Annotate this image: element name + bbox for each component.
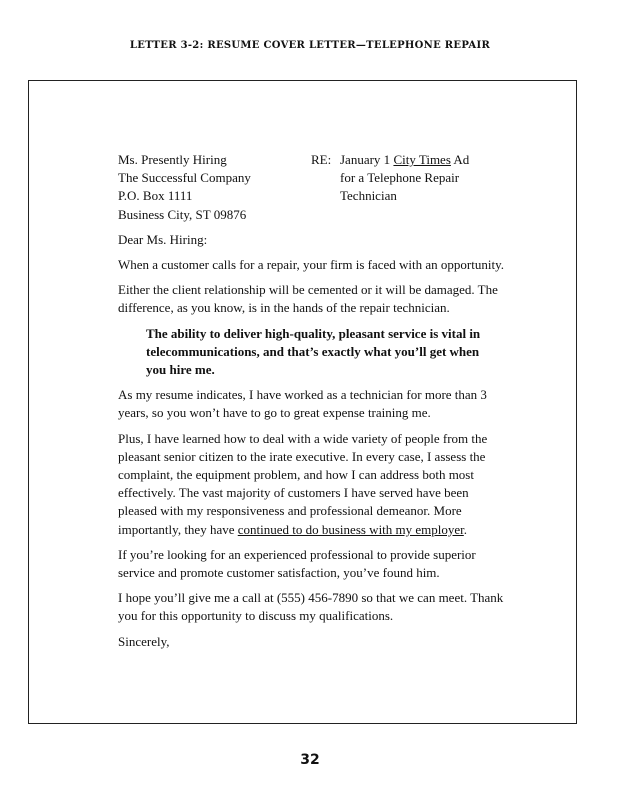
re-line-3: Technician <box>340 188 397 204</box>
paragraph-4-text: Plus, I have learned how to deal with a wide variety of people from the pleasant senior citizen to the irate executive. In every case, I assess the complaint, the equipment problem, and how I can address both most effectively. The vast majority of customers I have served have been pleased with my responsiveness and professional demeanor. More importantly, they have <box>118 430 488 537</box>
paragraph-5: If you’re looking for an experienced professional to provide superior service and promote customer satisfaction, you’ve found him. <box>118 546 476 581</box>
page-heading: LETTER 3-2: RESUME COVER LETTER—TELEPHONE REPAIR <box>129 40 491 51</box>
paragraph-4 <box>118 430 508 539</box>
recipient-name: Ms. Presently Hiring <box>118 152 227 167</box>
highlight-statement: The ability to deliver high-quality, pleasant service is vital in telecommunications, and that’s exactly what you’ll get when you hire me. <box>146 325 481 378</box>
recipient-po-box: P.O. Box 1111 <box>118 188 193 204</box>
recipient-company: The Successful Company <box>118 170 251 186</box>
re-publication: City Times <box>393 152 451 167</box>
re-line-1 <box>340 151 469 169</box>
salutation: Dear Ms. Hiring: <box>118 231 208 247</box>
paragraph-2: Either the client relationship will be cemented or it will be damaged. The difference, as you know, is in the hands of the repair technician. <box>118 282 498 316</box>
re-label: RE: <box>311 152 332 167</box>
re-reference <box>340 151 469 224</box>
paragraph-1: When a customer calls for a repair, your firm is faced with an opportunity. <box>118 257 504 273</box>
address-block <box>118 151 508 224</box>
recipient-address <box>118 151 311 224</box>
paragraph-3: As my resume indicates, I have worked as a technician for more than 3 years, so you won’t have to go to great expense training me. <box>118 387 487 421</box>
paragraph-6: I hope you’ll give me a call at (555) 456-7890 so that we can meet. Thank you for this opportunity to discuss my qualifications. <box>118 590 504 624</box>
letter-body <box>118 151 508 651</box>
re-date: January 1 <box>340 152 394 167</box>
closing: Sincerely, <box>118 633 170 649</box>
recipient-city: Business City, ST 09876 <box>118 206 247 222</box>
re-line-2: for a Telephone Repair <box>340 170 460 186</box>
page-number: 32 <box>300 752 320 768</box>
re-ad: Ad <box>450 152 470 167</box>
paragraph-4-end: . <box>463 521 468 537</box>
paragraph-4-underlined: continued to do business with my employer <box>237 521 464 537</box>
